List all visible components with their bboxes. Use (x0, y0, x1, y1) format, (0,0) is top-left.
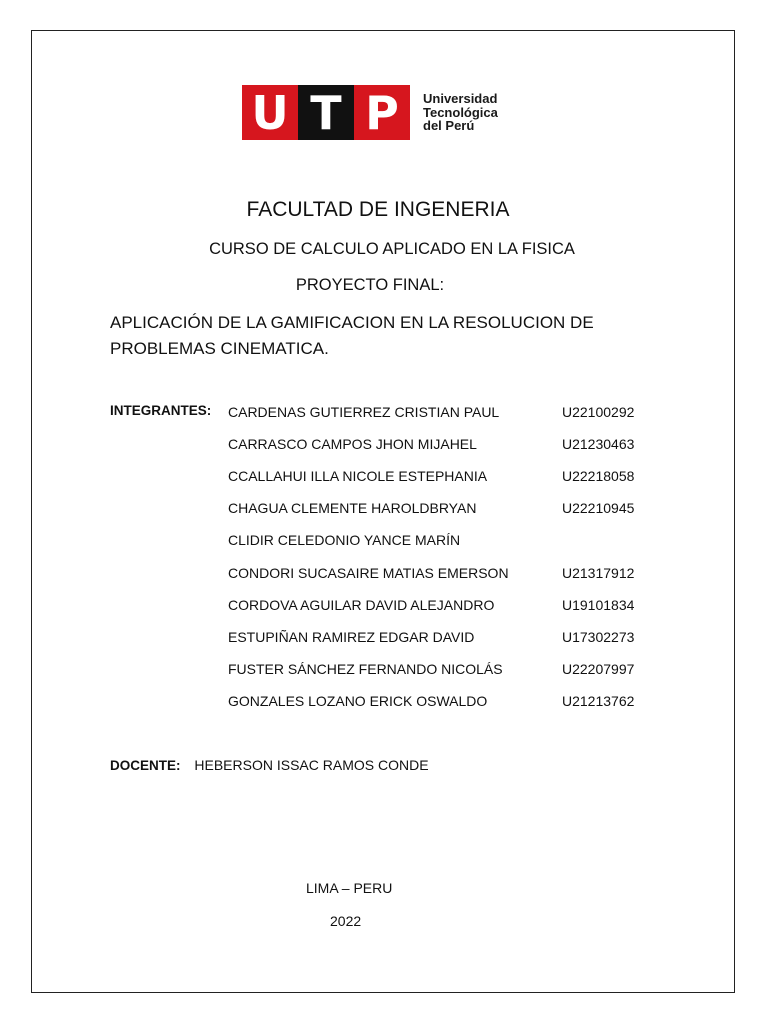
member-code: U22210945 (562, 500, 635, 516)
member-name: CHAGUA CLEMENTE HAROLDBRYAN (228, 500, 477, 516)
member-code: U21317912 (562, 565, 635, 581)
member-code: U22207997 (562, 661, 635, 677)
teacher-line (110, 757, 429, 773)
project-label: PROYECTO FINAL: (295, 276, 445, 294)
year: 2022 (330, 913, 362, 929)
logo-wordmark (423, 92, 507, 133)
member-row (228, 433, 668, 455)
member-row (228, 562, 668, 584)
logo-line-3: del Perú (423, 118, 475, 133)
member-name: GONZALES LOZANO ERICK OSWALDO (228, 693, 488, 709)
teacher-name: HEBERSON ISSAC RAMOS CONDE (194, 757, 429, 773)
member-code: U22218058 (562, 468, 635, 484)
member-name: CLIDIR CELEDONIO YANCE MARÍN (228, 532, 461, 548)
member-code: U19101834 (562, 597, 635, 613)
member-code: U17302273 (562, 629, 635, 645)
utp-logo (242, 85, 507, 140)
member-name: CARRASCO CAMPOS JHON MIJAHEL (228, 436, 477, 452)
logo-letter-t: T (298, 85, 354, 140)
member-row (228, 401, 668, 423)
member-code: U21230463 (562, 436, 635, 452)
member-row (228, 497, 668, 519)
member-name: ESTUPIÑAN RAMIREZ EDGAR DAVID (228, 629, 475, 645)
member-name: FUSTER SÁNCHEZ FERNANDO NICOLÁS (228, 661, 503, 677)
logo-mark (242, 85, 410, 140)
project-title-line-2: PROBLEMAS CINEMATICA. (110, 339, 329, 358)
member-name: CARDENAS GUTIERREZ CRISTIAN PAUL (228, 404, 500, 420)
member-row (228, 529, 668, 551)
member-name: CCALLAHUI ILLA NICOLE ESTEPHANIA (228, 468, 488, 484)
course-heading: CURSO DE CALCULO APLICADO EN LA FISICA (209, 240, 575, 258)
member-row (228, 626, 668, 648)
member-code: U22100292 (562, 404, 635, 420)
member-name: CORDOVA AGUILAR DAVID ALEJANDRO (228, 597, 495, 613)
logo-letter-u: U (251, 85, 289, 140)
project-title-line-1: APLICACIÓN DE LA GAMIFICACION EN LA RESOLUCION DE (110, 313, 594, 332)
faculty-heading: FACULTAD DE INGENERIA (246, 198, 510, 221)
project-title (110, 310, 670, 362)
member-row (228, 690, 668, 712)
teacher-label: DOCENTE: (110, 758, 181, 773)
logo-line-2: Tecnológica (423, 104, 498, 120)
member-name: CONDORI SUCASAIRE MATIAS EMERSON (228, 565, 509, 581)
member-row (228, 465, 668, 487)
member-row (228, 658, 668, 680)
member-code: U21213762 (562, 693, 635, 709)
members-label: INTEGRANTES: (110, 403, 212, 418)
member-row (228, 594, 668, 616)
logo-line-1: Universidad (423, 92, 498, 107)
city: LIMA – PERU (306, 880, 393, 896)
logo-letter-p: P (365, 85, 399, 140)
